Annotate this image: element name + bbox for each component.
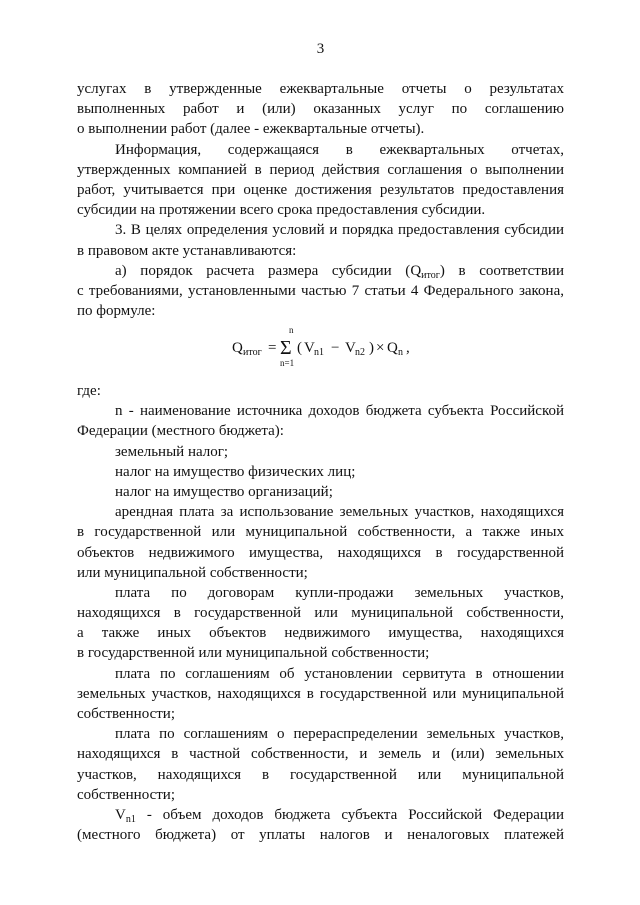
text-line: утвержденных компанией в период действия соглашения о выполнении: [77, 161, 564, 178]
text-line: земельный налог;: [115, 443, 229, 460]
text-line: в правовом акте устанавливаются:: [77, 242, 297, 259]
text-line: плата по соглашениям о перераспределении земельных участков,: [115, 726, 564, 743]
text-line: работ, учитывается при оценке достижения результатов предоставления: [77, 181, 564, 198]
formula-sigma: Σ: [280, 337, 292, 359]
q-symbol: Q: [410, 262, 422, 279]
text-line: с требованиями, установленными частью 7 статьи 4 Федерального закона,: [77, 282, 564, 299]
text-line: о выполнении работ (далее - ежеквартальные отчеты).: [77, 121, 425, 138]
text-line: участков, находящихся в государственной или муниципальной: [77, 766, 564, 783]
text-line: субсидии на протяжении всего срока предоставления субсидии.: [77, 202, 486, 219]
inline-text: - объем доходов бюджета субъекта Российской Федерации: [135, 806, 564, 823]
text-line: Федерации (местного бюджета):: [77, 423, 284, 440]
text-line: собственности;: [77, 786, 175, 803]
text-line: Информация, содержащаяся в ежеквартальных отчетах,: [115, 141, 564, 158]
formula-equals: =: [268, 340, 277, 356]
v-subscript: n1: [125, 813, 136, 825]
formula-v1-subscript: n1: [314, 347, 324, 358]
text-line: налог на имущество организаций;: [115, 483, 333, 500]
text-block-top: [77, 79, 564, 321]
formula-comma: ,: [406, 340, 410, 356]
formula-minus: −: [331, 340, 340, 356]
text-line-with-q: [77, 261, 564, 281]
text-line: плата по договорам купли-продажи земельных участков,: [115, 584, 564, 601]
formula-times: ×: [376, 340, 385, 356]
formula-v2-subscript: n2: [355, 347, 365, 358]
text-line: в государственной или муниципальной собственности, а также иных: [77, 524, 564, 541]
text-line: в государственной или муниципальной собственности;: [77, 645, 430, 662]
formula-qn-symbol: Q: [387, 340, 398, 356]
text-line: собственности;: [77, 706, 175, 722]
formula: [77, 322, 564, 372]
text-line: налог на имущество физических лиц;: [115, 463, 356, 480]
formula-sum-lower: n=1: [280, 358, 295, 368]
text-line: находящихся в частной собственности, и земель и (или) земельных: [77, 746, 564, 763]
text-line: по формуле:: [77, 303, 156, 320]
text-line: 3. В целях определения условий и порядка предоставления субсидии: [115, 222, 564, 239]
formula-open-paren: (: [297, 340, 302, 356]
formula-v2-symbol: V: [345, 340, 356, 356]
text-line: n - наименование источника доходов бюджета субъекта Российской: [115, 403, 564, 420]
inline-text: а) порядок расчета размера субсидии (: [115, 262, 411, 279]
q-subscript: итог: [421, 269, 440, 281]
text-line: где:: [77, 383, 101, 399]
text-line: услугах в утвержденные ежеквартальные отчеты о результатах: [77, 81, 564, 97]
text-block-bottom: [77, 381, 564, 845]
text-line-with-v: [77, 805, 564, 825]
text-line: выполненных работ и (или) оказанных услуг по соглашению: [77, 101, 564, 118]
page-number: 3: [316, 41, 325, 57]
text-line: арендная плата за использование земельных участков, находящихся: [115, 504, 564, 521]
formula-q-symbol: Q: [232, 340, 243, 356]
text-line: (местного бюджета) от уплаты налогов и неналоговых платежей: [77, 827, 564, 844]
v-symbol: V: [115, 806, 126, 823]
text-line: объектов недвижимого имущества, находящихся в государственной: [77, 544, 564, 561]
text-line: а также иных объектов недвижимого имущества, находящихся: [77, 625, 564, 642]
formula-sum-upper: n: [289, 325, 294, 335]
formula-q-subscript: итог: [243, 347, 262, 358]
text-line: или муниципальной собственности;: [77, 564, 308, 581]
inline-text: ) в соответствии: [439, 262, 564, 279]
text-line: плата по соглашениям об установлении сервитута в отношении: [115, 665, 564, 682]
document-page: [77, 0, 564, 905]
text-line: земельных участков, находящихся в государственной или муниципальной: [77, 685, 564, 702]
formula-qn-subscript: n: [398, 347, 403, 358]
text-line: находящихся в государственной или муниципальной собственности,: [77, 605, 564, 622]
formula-close-paren: ): [369, 340, 374, 356]
formula-v1-symbol: V: [304, 340, 315, 356]
